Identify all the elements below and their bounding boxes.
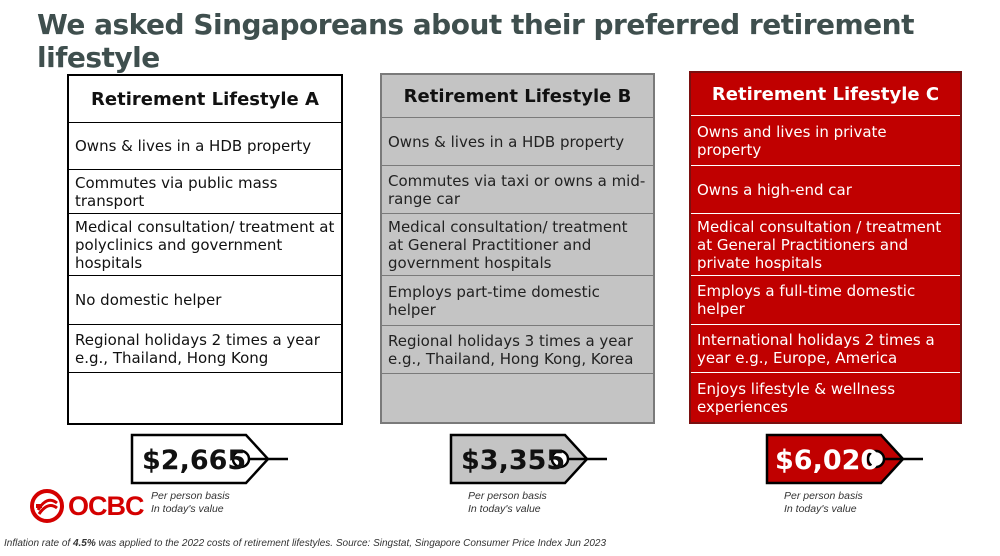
- ocbc-logo-text: OCBC: [68, 490, 144, 521]
- footnote: [4, 538, 606, 549]
- lifestyle-b-card: [380, 73, 655, 424]
- lifestyle-b-row: Medical consultation/ treatment at General Practitioner and government hospitals: [382, 213, 653, 275]
- caption-a-line2: In today's value: [151, 503, 224, 515]
- caption-c-line1: Per person basis: [784, 490, 863, 502]
- lifestyle-c-card: [689, 71, 962, 424]
- lifestyle-a-row: No domestic helper: [69, 275, 341, 324]
- ocbc-logo: [30, 489, 144, 523]
- price-b: $3,355: [461, 445, 566, 476]
- price-tag-icon: [449, 433, 609, 485]
- lifestyle-a-row: Medical consultation/ treatment at polyclinics and government hospitals: [69, 213, 341, 275]
- lifestyle-c-row: Owns and lives in private property: [691, 115, 960, 165]
- lifestyle-c-row: Enjoys lifestyle & wellness experiences: [691, 372, 960, 422]
- caption-b-line2: In today's value: [468, 503, 541, 515]
- lifestyle-a-card: [67, 74, 343, 425]
- price-c: $6,020: [775, 445, 880, 476]
- lifestyle-b-row: Regional holidays 3 times a year e.g., Thailand, Hong Kong, Korea: [382, 325, 653, 373]
- lifestyle-a-row: Regional holidays 2 times a year e.g., Thailand, Hong Kong: [69, 324, 341, 372]
- caption-a-line1: Per person basis: [151, 490, 230, 502]
- price-tag-a: [130, 433, 290, 485]
- lifestyle-c-row: Employs a full-time domestic helper: [691, 275, 960, 324]
- lifestyle-c-row: International holidays 2 times a year e.g., Europe, America: [691, 324, 960, 372]
- lifestyle-c-row: Medical consultation / treatment at General Practitioners and private hospitals: [691, 213, 960, 275]
- lifestyle-a-row: Commutes via public mass transport: [69, 169, 341, 213]
- caption-c-line2: In today's value: [784, 503, 857, 515]
- footnote-rate: 4.5%: [72, 538, 96, 549]
- price-tag-b: [449, 433, 609, 485]
- lifestyle-a-row: [69, 372, 341, 423]
- lifestyle-b-row: Employs part-time domestic helper: [382, 275, 653, 325]
- lifestyle-c-row: Owns a high-end car: [691, 165, 960, 213]
- ocbc-logo-icon: [30, 489, 64, 523]
- footnote-post: was applied to the 2022 costs of retirement lifestyles. Source: Singstat, Singapore Consumer Price Index Jun 2023: [95, 538, 607, 549]
- price-tag-c: [765, 433, 925, 485]
- caption-a: [151, 490, 230, 516]
- price-tag-icon: [130, 433, 290, 485]
- lifestyle-b-row: [382, 373, 653, 422]
- page-title: We asked Singaporeans about their preferred retirement lifestyle: [37, 8, 914, 74]
- price-tag-icon: [765, 433, 925, 485]
- lifestyle-b-row: Commutes via taxi or owns a mid-range car: [382, 165, 653, 213]
- lifestyle-a-row: Owns & lives in a HDB property: [69, 122, 341, 169]
- caption-b: [468, 490, 547, 516]
- price-a: $2,665: [142, 445, 247, 476]
- footnote-pre: Inflation rate of: [4, 538, 73, 549]
- lifestyle-b-heading: Retirement Lifestyle B: [403, 85, 632, 107]
- lifestyle-c-heading: Retirement Lifestyle C: [711, 83, 940, 105]
- caption-b-line1: Per person basis: [468, 490, 547, 502]
- lifestyle-b-row: Owns & lives in a HDB property: [382, 117, 653, 165]
- lifestyle-a-heading: Retirement Lifestyle A: [91, 88, 319, 110]
- caption-c: [784, 490, 863, 516]
